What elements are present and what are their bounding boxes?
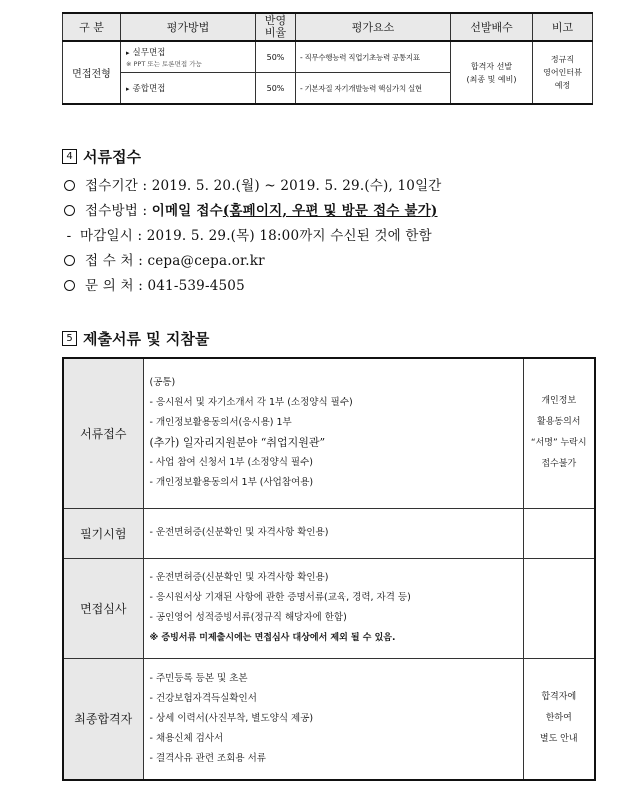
row-category: 필기시험: [63, 508, 143, 558]
info-label: 접 수 처: [85, 253, 134, 269]
row-items: [143, 508, 523, 558]
dash-bullet: -: [66, 228, 72, 244]
list-item: (공통): [149, 377, 176, 389]
row-items: [143, 658, 523, 780]
list-item: - 개인정보활용동의서(응시용) 1부: [149, 417, 292, 429]
info-value-underlined: (홈페이지, 우편 및 방문 접수 불가): [222, 203, 438, 219]
table-row: [63, 658, 595, 780]
list-item: - 공인영어 성적증빙서류(정규직 해당자에 한함): [149, 612, 347, 623]
info-label: 문 의 처: [85, 278, 134, 294]
header-remark: 비고: [533, 13, 593, 41]
evaluation-table: [62, 12, 593, 105]
bullet-icon: ▸: [126, 49, 130, 57]
section4-heading: [62, 146, 141, 167]
info-sep: :: [137, 203, 152, 219]
table-row: [63, 508, 595, 558]
info-sep: :: [137, 178, 152, 194]
list-item: - 채용신체 검사서: [149, 732, 224, 744]
list-item: - 응시원서 및 자기소개서 각 1부 (소정양식 필수): [149, 397, 353, 409]
header-ratio: 반영 비율: [256, 13, 296, 41]
list-item: - 상세 이력서(사진부착, 별도양식 제공): [149, 712, 314, 724]
table-header-row: [63, 13, 593, 41]
ratio-cell: 50%: [256, 41, 296, 73]
table-row: [63, 358, 595, 508]
info-line-phone: [64, 274, 245, 294]
list-item: - 운전면허증(신분확인 및 자격사항 확인용): [149, 572, 329, 583]
method-label: 종합면접: [132, 84, 166, 94]
info-line-method: [64, 199, 438, 219]
row-note: [523, 558, 595, 658]
list-item: - 건강보험자격득실확인서: [149, 692, 257, 704]
info-label: 접수방법: [85, 203, 138, 219]
info-sep: :: [133, 278, 148, 294]
info-line-period: [64, 174, 442, 194]
info-value: 2019. 5. 20.(월) ~ 2019. 5. 29.(수), 10일간: [151, 178, 442, 194]
phone-value: 041-539-4505: [147, 278, 245, 294]
row-category: 서류접수: [63, 358, 143, 508]
selection-cell: 합격자 선발 (최종 및 예비): [451, 41, 533, 104]
info-line-deadline: [64, 224, 432, 244]
documents-table: [62, 357, 596, 781]
table-row: [63, 558, 595, 658]
header-category: 구 분: [63, 13, 121, 41]
row-note: 개인정보 활용동의서 “서명” 누락시 접수불가: [523, 358, 595, 508]
list-item: - 사업 참여 신청서 1부 (소정양식 필수): [149, 457, 313, 469]
info-label: 마감일시: [80, 228, 133, 244]
list-item: - 결격사유 관련 조회용 서류: [149, 752, 266, 764]
ratio-cell: 50%: [256, 73, 296, 105]
circle-bullet-icon: [64, 280, 75, 291]
list-item: - 응시원서상 기재된 사항에 관한 증명서류(교육, 경력, 자격 등): [149, 592, 411, 603]
section4-number: 4: [62, 149, 77, 164]
list-item: - 개인정보활용동의서 1부 (사업참여용): [149, 477, 314, 489]
remark-cell: 정규직 영어인터뷰 예정: [533, 41, 593, 104]
list-item: (추가) 일자리지원분야 “취업지원관”: [149, 436, 326, 450]
element-cell: - 기본자질 자기개발능력 핵심가치 실현: [296, 73, 451, 105]
header-element: 평가요소: [296, 13, 451, 41]
method-cell: [121, 73, 256, 105]
element-cell: - 직무수행능력 직업기초능력 공통지표: [296, 41, 451, 73]
row-category: 면접심사: [63, 558, 143, 658]
section5-heading: [62, 328, 209, 349]
circle-bullet-icon: [64, 255, 75, 266]
header-method: 평가방법: [121, 13, 256, 41]
circle-bullet-icon: [64, 205, 75, 216]
list-item: - 운전면허증(신분확인 및 자격사항 확인용): [149, 527, 329, 538]
table-row: [63, 41, 593, 73]
row-note: [523, 508, 595, 558]
row-items: [143, 558, 523, 658]
info-value: 이메일 접수: [151, 203, 223, 219]
method-note: ※ PPT 또는 토론면접 가능: [126, 60, 202, 68]
info-label: 접수기간: [85, 178, 138, 194]
info-value: 2019. 5. 29.(목) 18:00까지 수신된 것에 한함: [146, 228, 432, 244]
row-items: [143, 358, 523, 508]
info-sep: :: [132, 228, 147, 244]
header-selection: 선발배수: [451, 13, 533, 41]
info-line-email: [64, 249, 265, 269]
info-sep: :: [133, 253, 148, 269]
section5-title: 제출서류 및 지참물: [83, 330, 210, 348]
email-value: cepa@cepa.or.kr: [147, 253, 265, 269]
row-category: 최종합격자: [63, 658, 143, 780]
method-cell: [121, 41, 256, 73]
circle-bullet-icon: [64, 180, 75, 191]
warning-note: ※ 증빙서류 미제출시에는 면접심사 대상에서 제외 될 수 있음.: [149, 633, 396, 643]
section5-number: 5: [62, 331, 77, 346]
bullet-icon: ▸: [126, 85, 130, 93]
list-item: - 주민등록 등본 및 초본: [149, 672, 248, 684]
method-label: 실무면접: [132, 48, 166, 58]
row-note: 합격자에 한하여 별도 안내: [523, 658, 595, 780]
section4-title: 서류접수: [83, 148, 141, 166]
category-cell: 면접전형: [63, 41, 121, 104]
